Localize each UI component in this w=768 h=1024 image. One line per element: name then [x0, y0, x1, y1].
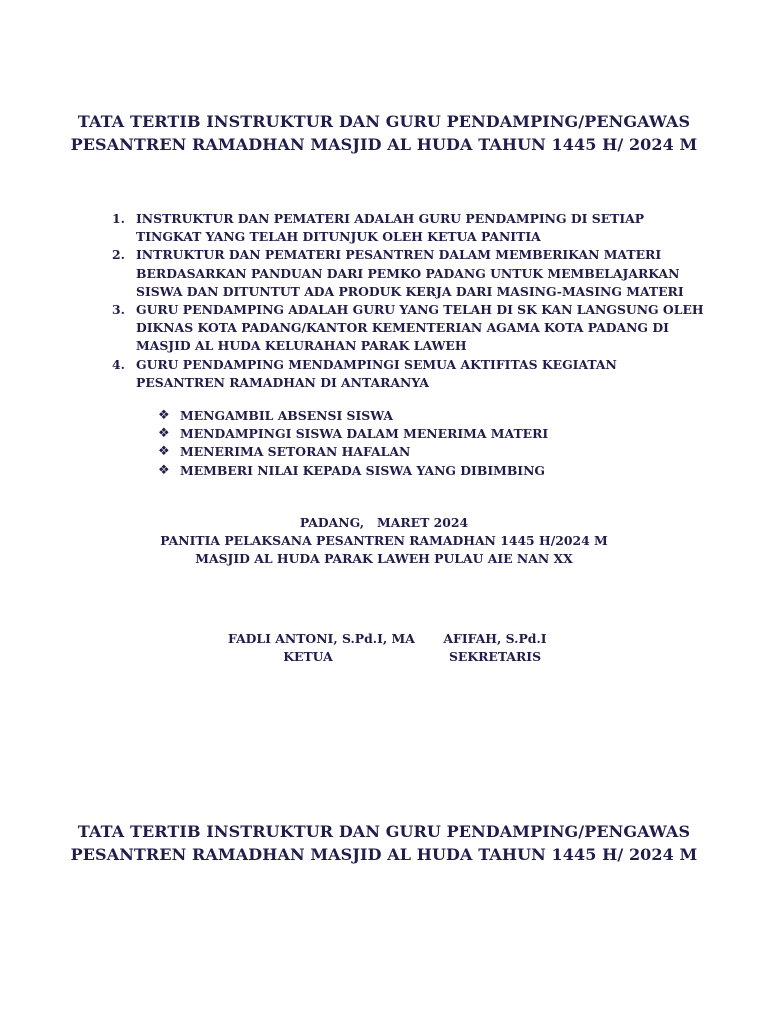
duty-text: MEMBERI NILAI KEPADA SISWA YANG DIBIMBING	[180, 462, 546, 478]
duty-text: MENERIMA SETORAN HAFALAN	[180, 444, 411, 460]
title-line-2: PESANTREN RAMADHAN MASJID AL HUDA TAHUN 1445 H/ 2024 M	[70, 845, 698, 864]
rule-text-line: GURU PENDAMPING MENDAMPINGI SEMUA AKTIFITAS KEGIATAN	[136, 356, 617, 372]
rule-item	[108, 246, 708, 301]
signatory-name: FADLI ANTONI, S.Pd.I, MA	[228, 631, 415, 646]
duty-item	[158, 407, 548, 425]
rule-number: 2.	[112, 247, 125, 263]
rule-text-line: PESANTREN RAMADHAN DI ANTARANYA	[136, 374, 430, 390]
duties-list	[158, 407, 548, 480]
rule-text-line: TINGKAT YANG TELAH DITUNJUK OLEH KETUA PANITIA	[136, 229, 541, 245]
diamond-bullet-icon: ❖	[158, 408, 170, 423]
duty-text: MENDAMPINGI SISWA DALAM MENERIMA MATERI	[180, 426, 549, 442]
rule-number: 3.	[112, 302, 125, 318]
signatory-chair	[228, 630, 415, 666]
rule-item	[108, 210, 708, 246]
committee-name: PANITIA PELAKSANA PESANTREN RAMADHAN 1445 H/2024 M	[160, 533, 608, 548]
rule-number: 1.	[112, 211, 125, 226]
diamond-bullet-icon: ❖	[158, 426, 170, 442]
rule-text-line: INTRUKTUR DAN PEMATERI PESANTREN DALAM MEMBERIKAN MATERI	[136, 247, 662, 263]
rule-text-line: SISWA DAN DITUNTUT ADA PRODUK KERJA DARI MASING-MASING MATERI	[136, 283, 684, 299]
signatory-role: KETUA	[283, 649, 333, 664]
diamond-bullet-icon: ❖	[158, 462, 170, 478]
signatory-secretary	[425, 630, 565, 666]
duty-text: MENGAMBIL ABSENSI SISWA	[180, 408, 393, 423]
title-line-1: TATA TERTIB INSTRUKTUR DAN GURU PENDAMPING/PENGAWAS	[77, 822, 691, 841]
rule-text-line: DIKNAS KOTA PADANG/KANTOR KEMENTERIAN AGAMA KOTA PADANG DI	[136, 320, 669, 336]
rule-text-line: INSTRUKTUR DAN PEMATERI ADALAH GURU PENDAMPING DI SETIAP	[136, 211, 645, 226]
signatory-role: SEKRETARIS	[448, 649, 542, 664]
signatory-name: AFIFAH, S.Pd.I	[443, 631, 547, 646]
duty-item	[158, 425, 548, 443]
duty-item	[158, 443, 548, 461]
mosque-name: MASJID AL HUDA PARAK LAWEH PULAU AIE NAN XX	[195, 551, 573, 566]
rule-text-line: BERDASARKAN PANDUAN DARI PEMKO PADANG UNTUK MEMBELAJARKAN	[136, 265, 680, 281]
rule-number: 4.	[112, 356, 125, 372]
closing-block	[0, 514, 768, 568]
document-title	[0, 110, 768, 156]
title-line-2: PESANTREN RAMADHAN MASJID AL HUDA TAHUN 1445 H/ 2024 M	[70, 135, 698, 154]
rule-text-line: GURU PENDAMPING ADALAH GURU YANG TELAH DI SK KAN LANGSUNG OLEH	[136, 302, 704, 318]
duty-item	[158, 462, 548, 480]
diamond-bullet-icon: ❖	[158, 444, 170, 460]
rules-list	[108, 210, 708, 392]
repeated-document-title	[0, 820, 768, 866]
rule-item	[108, 356, 708, 392]
rule-text-line: MASJID AL HUDA KELURAHAN PARAK LAWEH	[136, 338, 467, 354]
title-line-1: TATA TERTIB INSTRUKTUR DAN GURU PENDAMPING/PENGAWAS	[77, 112, 691, 131]
place-date: PADANG, MARET 2024	[299, 515, 469, 530]
rule-item	[108, 301, 708, 356]
